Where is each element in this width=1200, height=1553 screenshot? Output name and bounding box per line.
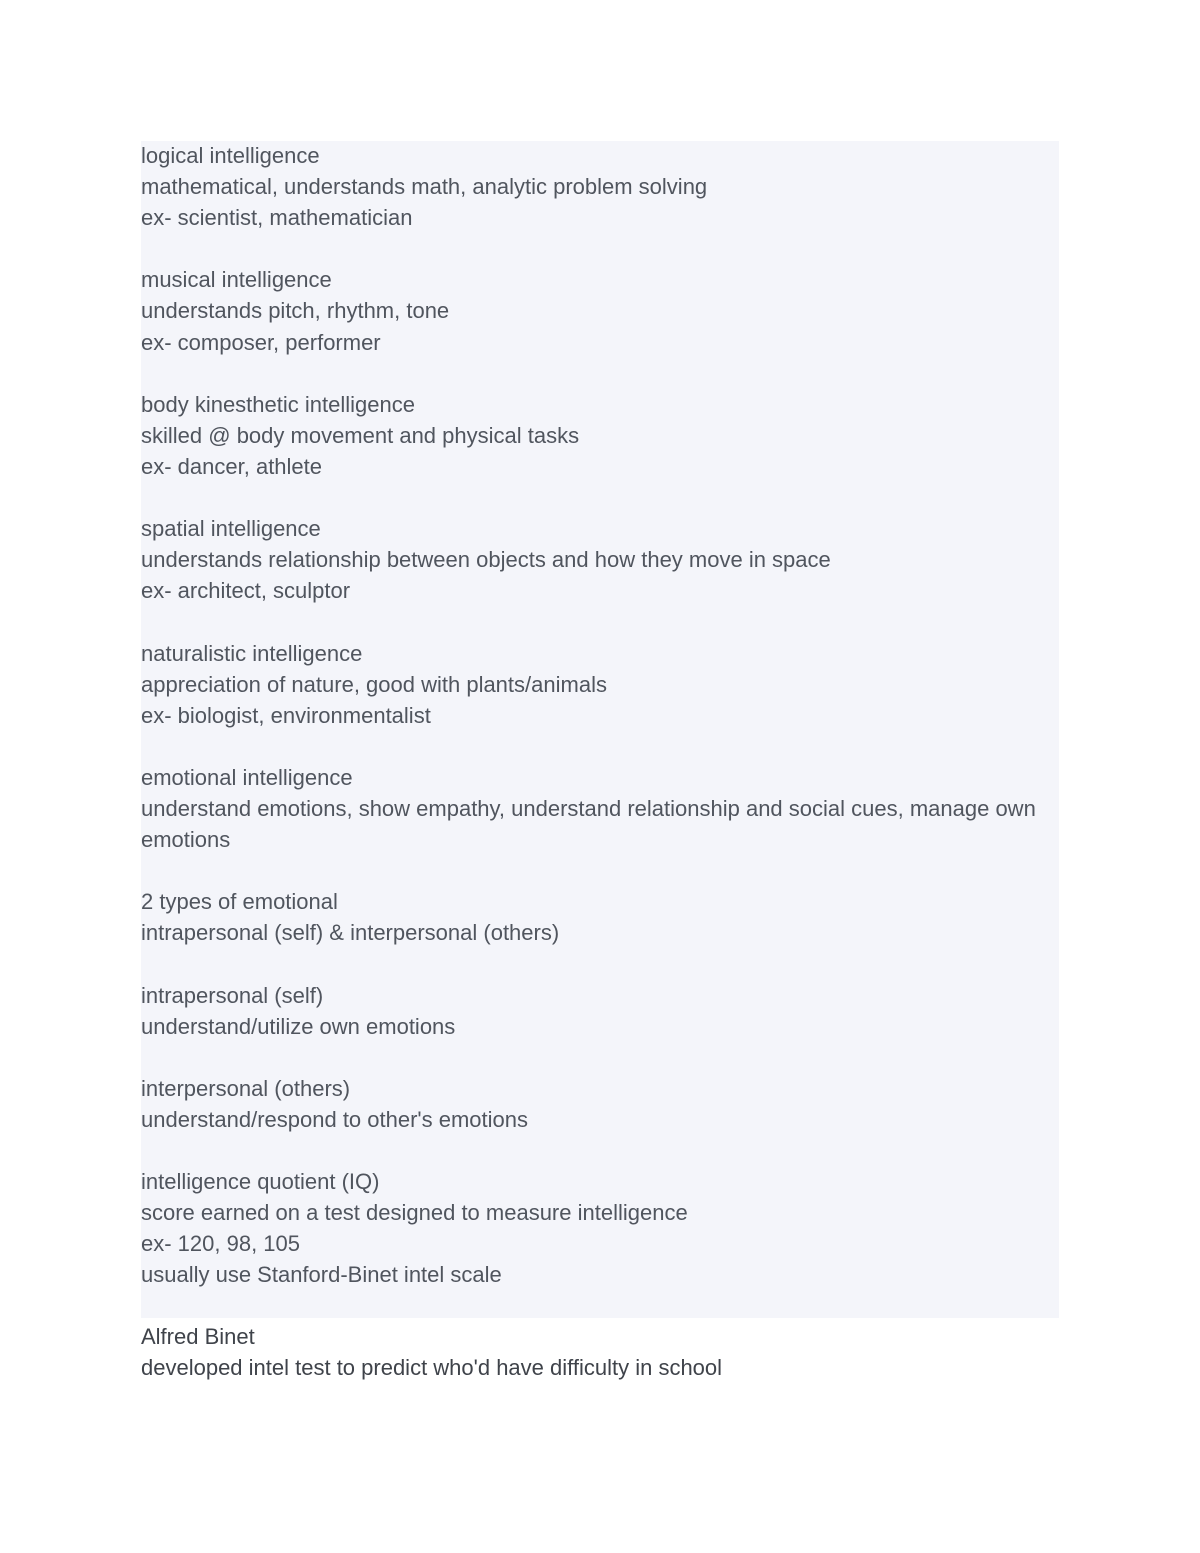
note-term: musical intelligence [141,267,332,293]
note-definition-line: understand/utilize own emotions [141,1013,456,1039]
note-card [141,513,1059,606]
note-definition-line: ex- composer, performer [141,329,381,355]
note-card [141,1166,1059,1290]
note-card [141,886,1059,948]
note-term: intelligence quotient (IQ) [141,1169,380,1195]
note-definition-line: mathematical, understands math, analytic problem solving [141,174,708,200]
note-term: Alfred Binet [141,1324,255,1349]
note-term: emotional intelligence [141,764,353,790]
note-card [141,264,1059,357]
note-definition-line: developed intel test to predict who'd have difficulty in school [141,1355,723,1381]
note-term: spatial intelligence [141,516,321,542]
note-definition-line: score earned on a test designed to measure intelligence [141,1200,688,1226]
note-card [141,980,1059,1042]
note-definition-line: ex- biologist, environmentalist [141,702,431,728]
note-card [141,638,1059,731]
note-term: naturalistic intelligence [141,640,363,666]
note-definition-line: understands relationship between objects and how they move in space [141,547,831,573]
note-card [141,140,1059,233]
note-definition-line: ex- dancer, athlete [141,453,323,479]
note-term: logical intelligence [141,143,320,168]
note-definition-line: ex- 120, 98, 105 [141,1231,301,1257]
note-definition-line: usually use Stanford-Binet intel scale [141,1262,502,1288]
note-definition-line: ex- architect, sculptor [141,578,351,604]
note-term: intrapersonal (self) [141,982,324,1008]
note-card [141,1073,1059,1135]
study-notes-list [141,140,1059,1290]
note-card-unhighlighted [141,1321,1059,1383]
note-definition-line: skilled @ body movement and physical tasks [141,422,580,448]
note-definition-line: intrapersonal (self) & interpersonal (others) [141,920,560,946]
note-definition-line: understand/respond to other's emotions [141,1106,528,1132]
note-definition-line: understand emotions, show empathy, understand relationship and social cues, manage own emotions [141,795,1042,853]
note-definition-line: understands pitch, rhythm, tone [141,298,450,324]
note-term: body kinesthetic intelligence [141,391,415,417]
note-definition-line: appreciation of nature, good with plants/animals [141,671,607,697]
note-card [141,389,1059,482]
note-card [141,762,1059,855]
note-definition-line: ex- scientist, mathematician [141,205,413,231]
note-term: interpersonal (others) [141,1075,351,1101]
note-term: 2 types of emotional [141,889,338,915]
